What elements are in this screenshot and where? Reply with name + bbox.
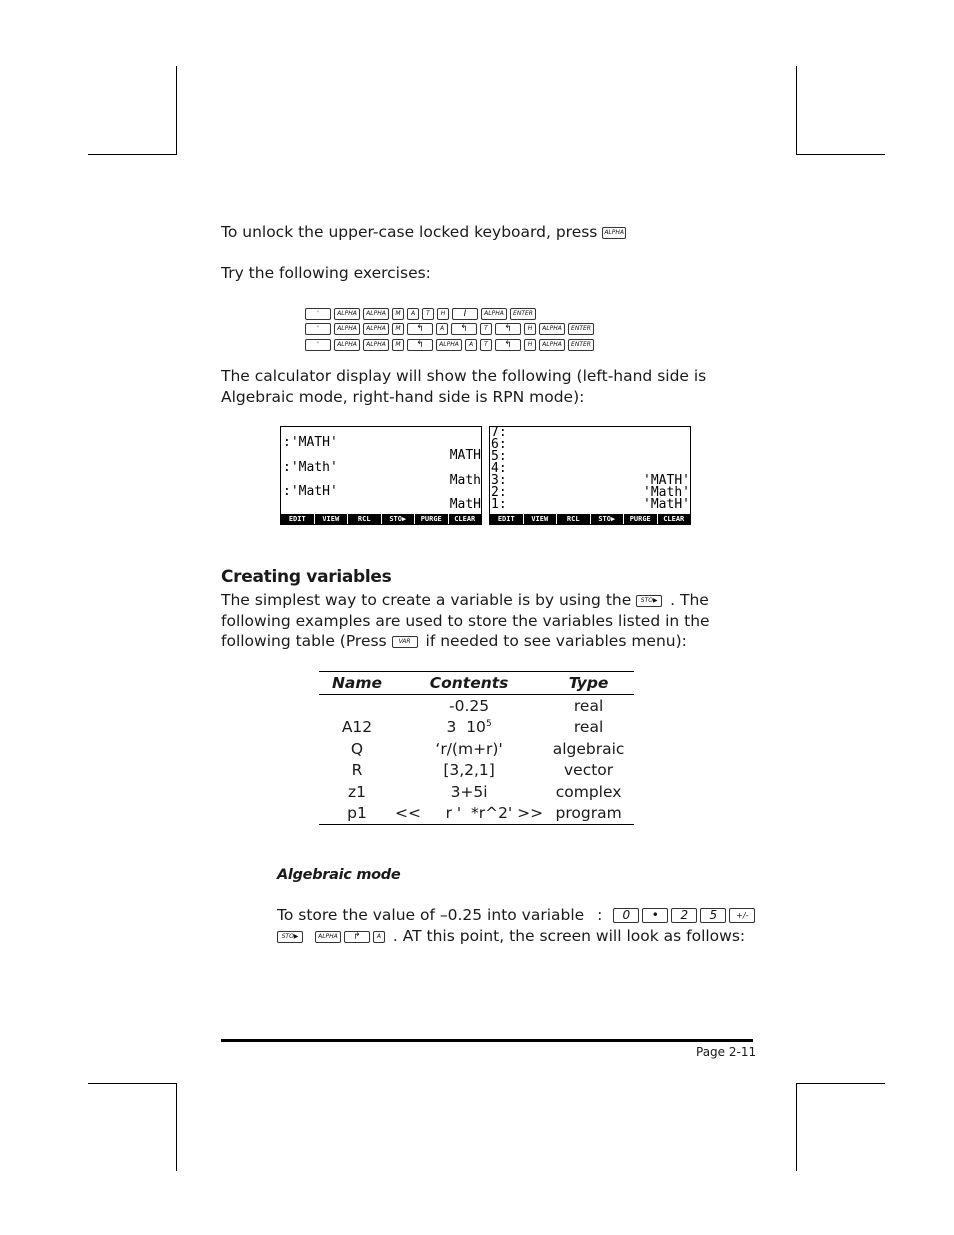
- table-row: [319, 781, 634, 803]
- right-shift-key: ↱: [344, 931, 370, 943]
- key: A: [407, 308, 419, 320]
- header-contents: Contents: [395, 672, 543, 695]
- cell-name: A12: [341, 718, 373, 737]
- stack-value: 'MatH': [643, 497, 690, 512]
- table-header-row: [319, 672, 634, 695]
- key: ALPHA: [481, 308, 507, 320]
- display-paragraph: The calculator display will show the following (left-hand side is Algebraic mode, right-hand side is RPN mode):: [221, 367, 707, 406]
- cell-contents: ‘r/(m+r)': [435, 739, 503, 758]
- key: I: [452, 308, 478, 320]
- softkey-rcl: RCL: [348, 514, 382, 524]
- cell-name: R: [351, 761, 363, 780]
- key-0: 0: [613, 908, 639, 923]
- key: ALPHA: [363, 323, 389, 335]
- cell-type: complex: [555, 782, 622, 801]
- screen-line: :'MatH': [283, 484, 338, 499]
- softkey-purge: PURGE: [624, 514, 658, 524]
- key: M: [392, 308, 404, 320]
- key: ALPHA: [363, 308, 389, 320]
- stack-value: 'MATH': [643, 473, 690, 488]
- key: T: [480, 339, 492, 351]
- cell-name: p1: [319, 803, 395, 825]
- screen-line: :'Math': [283, 460, 338, 475]
- cell-type: program: [543, 803, 634, 825]
- sto-key: STO▶: [277, 931, 303, 943]
- softkey-edit: EDIT: [490, 514, 524, 524]
- table-row: [319, 760, 634, 782]
- table-row: [319, 803, 634, 825]
- key: A: [436, 323, 448, 335]
- screen-line: MatH: [449, 497, 481, 512]
- stack-level: 2:: [491, 485, 507, 500]
- crop-mark: [176, 66, 177, 155]
- key: ENTER: [510, 308, 536, 320]
- softkey-bar: [281, 514, 481, 524]
- keystroke-row-2: [305, 318, 597, 332]
- key: ALPHA: [334, 339, 360, 351]
- cell-name: z1: [348, 782, 366, 801]
- algebraic-mode-line2: STO▶ ALPHA ↱ A . AT this point, the screen will look as follows:: [277, 926, 745, 947]
- key: M: [392, 339, 404, 351]
- softkey-view: VIEW: [524, 514, 558, 524]
- rpn-mode-screen: [489, 426, 691, 525]
- key: ↰: [451, 323, 477, 335]
- crop-mark: [796, 66, 797, 155]
- cell-name: [319, 695, 395, 717]
- softkey-sto: STO▶: [382, 514, 416, 524]
- section-paragraph: The simplest way to create a variable is by using the STO▶ . The following examples are used to store the variables listed in the following table (Press VAR if needed to see variables menu):: [221, 591, 710, 650]
- softkey-view: VIEW: [315, 514, 349, 524]
- key-5: 5: [700, 908, 726, 923]
- softkey-edit: EDIT: [281, 514, 315, 524]
- key: ALPHA: [436, 339, 462, 351]
- table-row: [319, 738, 634, 760]
- key: T: [422, 308, 434, 320]
- key: ↰: [495, 323, 521, 335]
- screen-line: Math: [449, 473, 481, 488]
- crop-mark: [88, 1083, 177, 1084]
- variables-table: [319, 671, 634, 825]
- keystroke-row-1: [305, 303, 539, 317]
- key: ↰: [495, 339, 521, 351]
- cell-contents: 3 $10^5$: [446, 718, 492, 737]
- algebraic-mode-screen: [280, 426, 482, 525]
- table-row: [319, 695, 634, 717]
- key: T: [480, 323, 492, 335]
- key: ENTER: [568, 323, 594, 335]
- key: ALPHA: [334, 323, 360, 335]
- key-plus-minus: +/-: [729, 908, 755, 923]
- crop-mark: [796, 1083, 885, 1084]
- section-heading: Creating variables: [221, 567, 392, 587]
- crop-mark: [88, 154, 177, 155]
- softkey-rcl: RCL: [557, 514, 591, 524]
- cell-contents: -0.25: [449, 696, 490, 715]
- stack-level: 5:: [491, 449, 507, 464]
- stack-level: 1:: [491, 497, 507, 512]
- header-type: Type: [543, 672, 634, 695]
- cell-type: real: [573, 696, 604, 715]
- key: ENTER: [568, 339, 594, 351]
- crop-mark: [176, 1083, 177, 1171]
- key: ↰: [407, 339, 433, 351]
- stack-level: 4:: [491, 461, 507, 476]
- key: ': [305, 323, 331, 335]
- keystroke-row-3: [305, 334, 597, 348]
- softkey-clear: CLEAR: [454, 515, 476, 523]
- crop-mark: [796, 154, 885, 155]
- try-paragraph: Try the following exercises:: [221, 264, 431, 282]
- softkey-sto: STO▶: [591, 514, 625, 524]
- key: ALPHA: [363, 339, 389, 351]
- key: A: [465, 339, 477, 351]
- alpha-key: ALPHA: [602, 227, 626, 239]
- cell-type: algebraic: [552, 739, 625, 758]
- cell-name: Q: [350, 739, 364, 758]
- key: ALPHA: [539, 339, 565, 351]
- key: H: [524, 323, 536, 335]
- screen-line: :'MATH': [283, 435, 338, 450]
- cell-type: vector: [564, 761, 614, 780]
- sto-key: STO▶: [636, 595, 662, 607]
- algebraic-mode-heading: Algebraic mode: [277, 867, 401, 883]
- cell-contents: 3+5i: [450, 782, 488, 801]
- stack-level: 3:: [491, 473, 507, 488]
- key: ↰: [407, 323, 433, 335]
- exponent: 5: [485, 719, 492, 730]
- softkey-purge: PURGE: [415, 514, 449, 524]
- cell-contents: << r ' *r^2' >>: [395, 803, 543, 825]
- softkey-clear: CLEAR: [663, 515, 685, 523]
- footer-rule: [221, 1039, 753, 1042]
- alpha-key: ALPHA: [315, 931, 341, 943]
- key-a: A: [373, 931, 385, 943]
- page-number: Page 2-11: [696, 1045, 757, 1059]
- softkey-bar: [490, 514, 690, 524]
- key: ALPHA: [539, 323, 565, 335]
- stack-level: 6:: [491, 437, 507, 452]
- key: ': [305, 308, 331, 320]
- table-row: [319, 717, 634, 739]
- key: ': [305, 339, 331, 351]
- crop-mark: [796, 1083, 797, 1171]
- key: H: [437, 308, 449, 320]
- var-key: VAR: [392, 636, 418, 648]
- stack-level: 7:: [491, 425, 507, 440]
- header-name: Name: [319, 672, 395, 695]
- cell-type: real: [573, 718, 604, 737]
- key: ALPHA: [334, 308, 360, 320]
- unlock-paragraph: To unlock the upper-case locked keyboard, press ALPHA: [221, 223, 625, 241]
- screen-line: MATH: [449, 448, 481, 463]
- key: M: [392, 323, 404, 335]
- key-dot: •: [642, 908, 668, 923]
- stack-value: 'Math': [643, 485, 690, 500]
- key: H: [524, 339, 536, 351]
- cell-contents: [3,2,1]: [443, 761, 495, 780]
- algebraic-mode-line1: To store the value of –0.25 into variable : 0 • 2 5 +/-: [277, 905, 758, 926]
- key-2: 2: [671, 908, 697, 923]
